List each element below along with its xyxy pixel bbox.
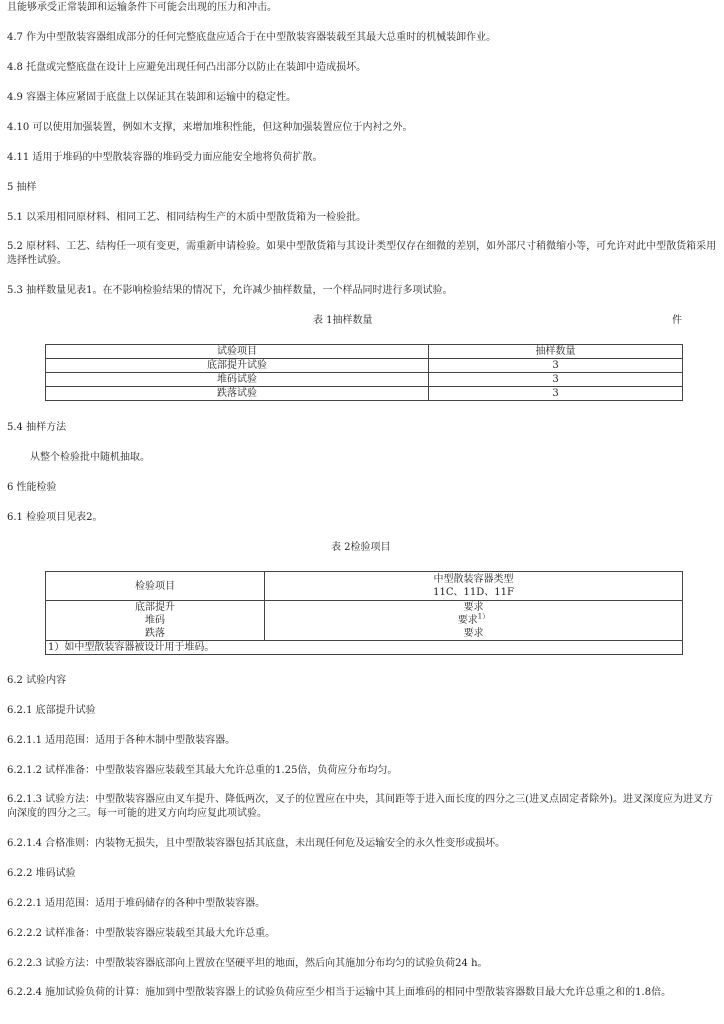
item-value: 要求 [463,602,484,613]
section-5-heading: 5 抽样 [7,182,37,193]
text-line: 且能够承受正常装卸和运输条件下可能会出现的压力和冲击。 [7,2,277,13]
table-cell: 堆码试验 [46,373,429,387]
table1-unit: 件 [672,315,682,326]
footnote-mark: 1） [477,612,490,621]
table2 [45,571,683,655]
clause-6-2-1-1: 6.2.1.1 适用范围：适用于各种木制中型散装容器。 [7,735,236,746]
clause-6-2-1-4: 6.2.1.4 合格准则：内装物无损失，且中型散装容器包括其底盘，未出现任何危及运输安全的永久性变形或损坏。 [7,838,506,849]
table-row [46,373,683,387]
clause-6-2-2: 6.2.2 堆码试验 [7,868,76,879]
table-row [46,601,683,641]
item-value: 要求 [463,628,484,639]
clause-6-2: 6.2 试验内容 [7,675,67,686]
table-cell: 3 [429,373,683,387]
clause-4-11: 4.11 适用于堆码的中型散装容器的堆码受力面应能安全地将负荷扩散。 [7,152,323,163]
clause-6-1: 6.1 检验项目见表2。 [7,512,103,523]
item-label: 底部提升 [135,602,175,613]
section-6-heading: 6 性能检验 [7,482,57,493]
clause-6-2-2-3: 6.2.2.3 试验方法：中型散装容器底部向上置放在坚硬平坦的地面，然后向其施加分布均匀的试验负荷24 h。 [7,958,488,969]
clause-4-8: 4.8 托盘或完整底盘在设计上应避免出现任何凸出部分以防止在装卸中造成损坏。 [7,62,367,73]
table1-caption: 表 1抽样数量 [313,315,373,326]
sampling-method-text: 从整个检验批中随机抽取。 [30,452,150,463]
table-header-cell [265,572,683,601]
table-row [46,359,683,373]
table1 [45,344,683,401]
table-header-cell: 试验项目 [46,345,429,359]
table-cell: 3 [429,359,683,373]
clause-4-10: 4.10 可以使用加强装置，例如木支撑，来增加堆积性能，但这种加强装置应位于内衬之外。 [7,122,413,133]
item-label: 堆码 [145,615,165,626]
type-header: 中型散装容器类型 [433,574,514,585]
clause-6-2-2-4: 6.2.2.4 施加试验负荷的计算：施加到中型散装容器上的试验负荷应至少相当于运输中其上面堆码的相同中型散装容器数目最大允许总重之和的1.8倍。 [7,987,672,998]
table-cell: 3 [429,387,683,401]
clause-4-7: 4.7 作为中型散装容器组成部分的任何完整底盘应适合于在中型散装容器装载至其最大总重时的机械装卸作业。 [7,32,497,43]
clause-6-2-1: 6.2.1 底部提升试验 [7,705,96,716]
table-header-row [46,345,683,359]
table-header-cell: 检验项目 [46,572,265,601]
clause-6-2-2-1: 6.2.2.1 适用范围：适用于堆码储存的各种中型散装容器。 [7,898,266,909]
type-codes: 11C、11D、11F [433,587,514,598]
clause-6-2-2-2: 6.2.2.2 试样准备：中型散装容器应装载至其最大允许总重。 [7,928,276,939]
table-cell: 跌落试验 [46,387,429,401]
clause-5-2: 5.2 原材料、工艺、结构任一项有变更，需重新申请检验。如果中型散货箱与其设计类型仅存在细微的差别，如外部尺寸稍微缩小等，可允许对此中型散货箱采用选择性试验。 [7,241,717,266]
table-header-cell: 抽样数量 [429,345,683,359]
table-cell [46,601,265,641]
table2-caption: 表 2检验项目 [331,542,391,553]
item-value [267,614,680,627]
clause-5-1: 5.1 以采用相同原材料、相同工艺、相同结构生产的木质中型散货箱为一检验批。 [7,212,367,223]
table-header-row [46,572,683,601]
item-label: 跌落 [145,628,165,639]
table-footnote: 1）如中型散装容器被设计用于堆码。 [46,641,683,655]
table-cell: 底部提升试验 [46,359,429,373]
clause-5-3: 5.3 抽样数量见表1。在不影响检验结果的情况下，允许减少抽样数量，一个样品同时进行多项试验。 [7,285,453,296]
table-row [46,387,683,401]
clause-5-4: 5.4 抽样方法 [7,422,67,433]
item-value-text: 要求 [457,615,478,626]
clause-6-2-1-2: 6.2.1.2 试样准备：中型散装容器应装载至其最大允许总重的1.25倍，负荷应分布均匀。 [7,765,398,776]
clause-6-2-1-3: 6.2.1.3 试验方法：中型散装容器应由叉车提升、降低两次，叉子的位置应在中央，其间距等于进入面长度的四分之三(进叉点固定者除外)。进叉深度应为进叉方向深度的四分之三。每一可能的进叉方向均应复此项试验。 [7,794,713,819]
table-footnote-row [46,641,683,655]
table-cell [265,601,683,641]
clause-4-9: 4.9 容器主体应紧固于底盘上以保证其在装卸和运输中的稳定性。 [7,92,297,103]
